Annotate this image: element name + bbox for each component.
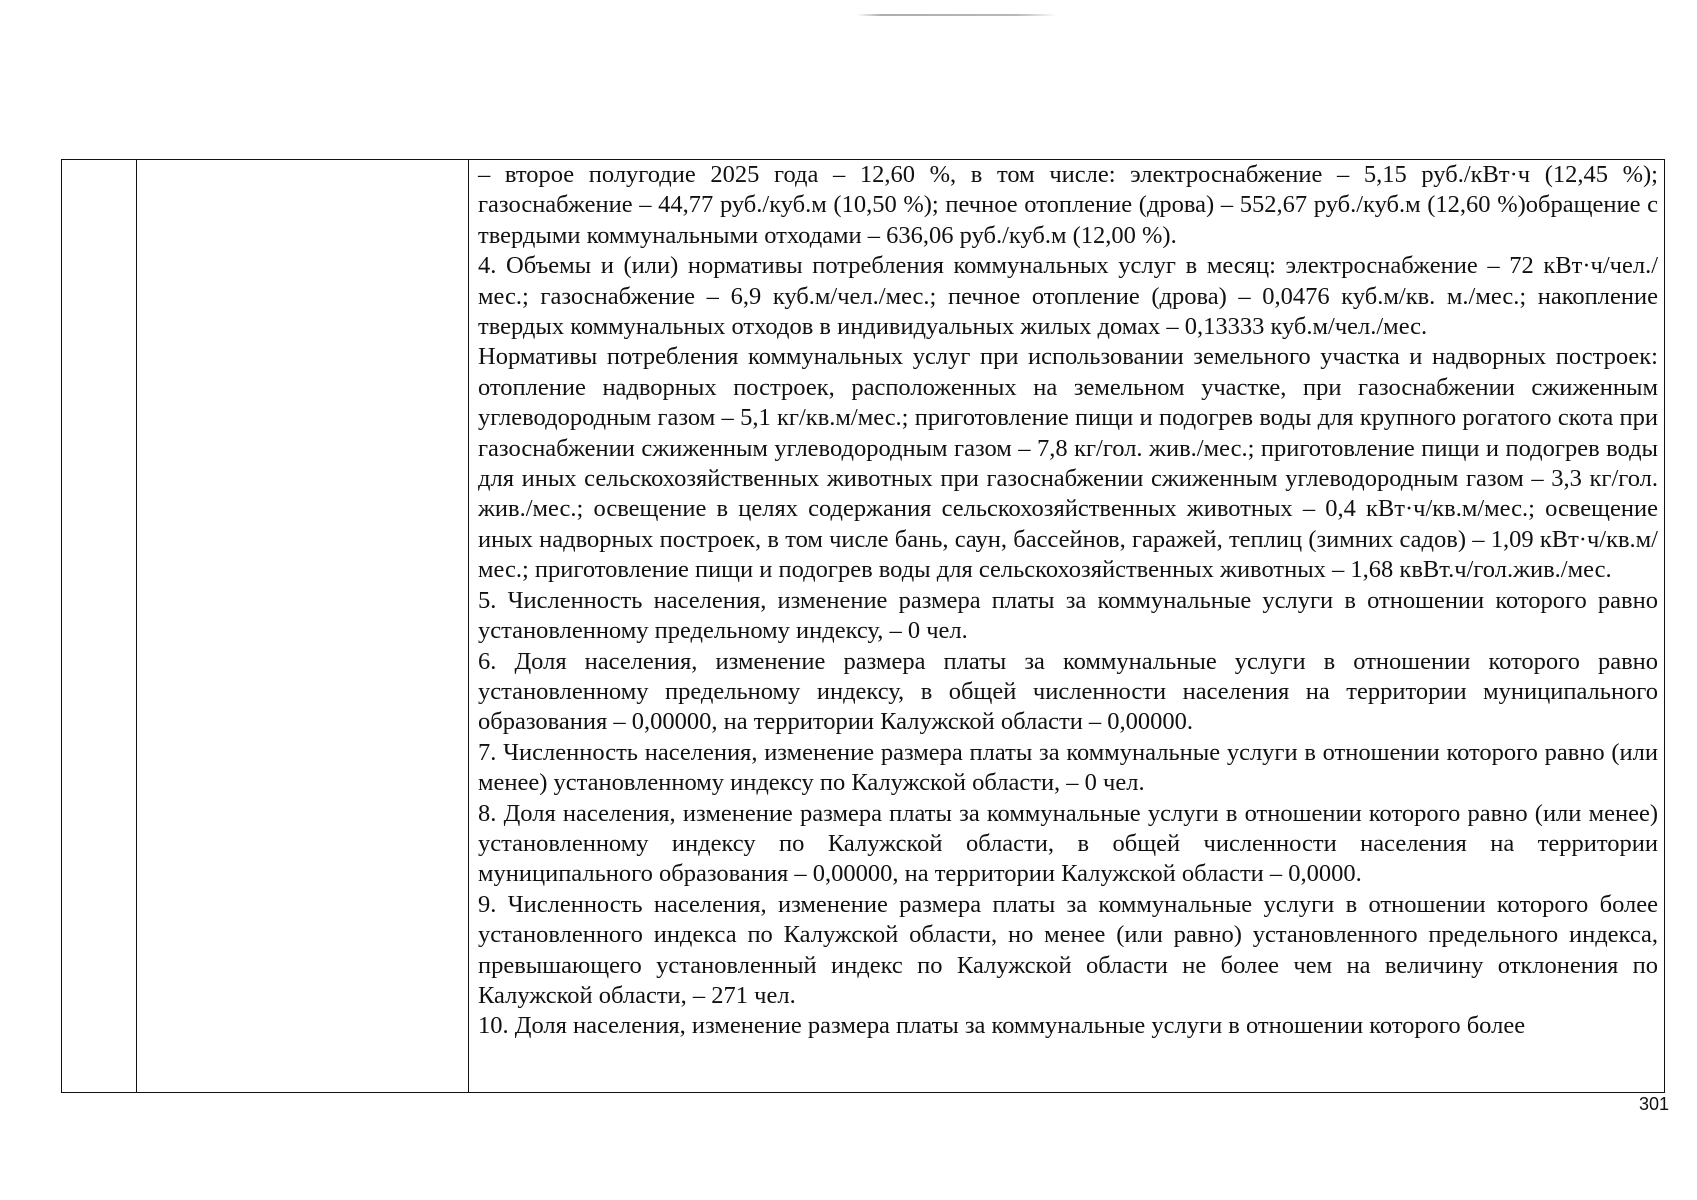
paragraph-item-5: 5. Численность населения, изменение размера платы за коммунальные услуги в отношении которого равно установленному предельному индексу, – 0 чел. <box>478 586 1658 645</box>
scan-artifact-line <box>857 14 1057 16</box>
page-number: 301 <box>1638 1094 1669 1114</box>
paragraph-item-8: 8. Доля населения, изменение размера платы за коммунальные услуги в отношении которого равно (или менее) установленному индексу по Калужской области, в общей численности населения на территории муниципального образования – 0,00000, на территории Калужской области – 0,0000. <box>478 799 1658 888</box>
paragraph-item-6: 6. Доля населения, изменение размера платы за коммунальные услуги в отношении которого равно установленному предельному индексу, в общей численности населения на территории муниципального образования – 0,00000, на территории Калужской области – 0,00000. <box>478 647 1658 736</box>
table-column-name <box>137 160 469 1092</box>
document-table <box>61 159 1665 1093</box>
table-column-content <box>469 160 1664 1092</box>
paragraph-item-9: 9. Численность населения, изменение размера платы за коммунальные услуги в отношении которого более установленного индекса по Калужской области, но менее (или равно) установленного предельного индекса, превышающего установленный индекс по Калужской области не более чем на величину отклонения по Калужской области, – 271 чел. <box>478 890 1658 1009</box>
paragraph-land-plot-norms: Нормативы потребления коммунальных услуг при использовании земельного участка и надворных построек: отопление надворных построек, расположенных на земельном участке, при газоснабжении сжиженным углеводородным газом – 5,1 кг/кв.м/мес.; приготовление пищи и подогрев воды для крупного рогатого скота при газоснабжении сжиженным углеводородным газом – 7,8 кг/гол. жив./мес.; приготовление пищи и подогрев воды для иных сельскохозяйственных животных при газоснабжении сжиженным углеводородным газом – 3,3 кг/гол. жив./мес.; освещение в целях содержания сельскохозяйственных животных – 0,4 кВт·ч/кв.м/мес.; освещение иных надворных построек, в том числе бань, саун, бассейнов, гаражей, теплиц (зимних садов) – 1,09 кВт·ч/кв.м/мес.; приготовление пищи и подогрев воды для сельскохозяйственных животных – 1,68 квВт.ч/гол.жив./мес. <box>478 343 1658 584</box>
paragraph-item-4-consumption-volumes: 4. Объемы и (или) нормативы потребления коммунальных услуг в месяц: электроснабжение – 72 кВт·ч/чел./мес.; газоснабжение – 6,9 куб.м/чел./мес.; печное отопление (дрова) – 0,0476 куб.м/кв. м./мес.; накопление твердых коммунальных отходов в индивидуальных жилых домах – 0,13333 куб.м/чел./мес. <box>478 252 1658 341</box>
table-column-number <box>62 160 137 1092</box>
paragraph-item-7: 7. Численность населения, изменение размера платы за коммунальные услуги в отношении которого равно (или менее) установленному индексу по Калужской области, – 0 чел. <box>478 738 1658 797</box>
paragraph-tariff-second-half-2025: – второе полугодие 2025 года – 12,60 %, в том числе: электроснабжение – 5,15 руб./кВт·ч (12,45 %); газоснабжение – 44,77 руб./куб.м (10,50 %); печное отопление (дрова) – 552,67 руб./куб.м (12,60 %)обращение с твердыми коммунальными отходами – 636,06 руб./куб.м (12,00 %). <box>478 161 1658 249</box>
paragraph-item-10: 10. Доля населения, изменение размера платы за коммунальные услуги в отношении которого более <box>478 1012 1526 1040</box>
